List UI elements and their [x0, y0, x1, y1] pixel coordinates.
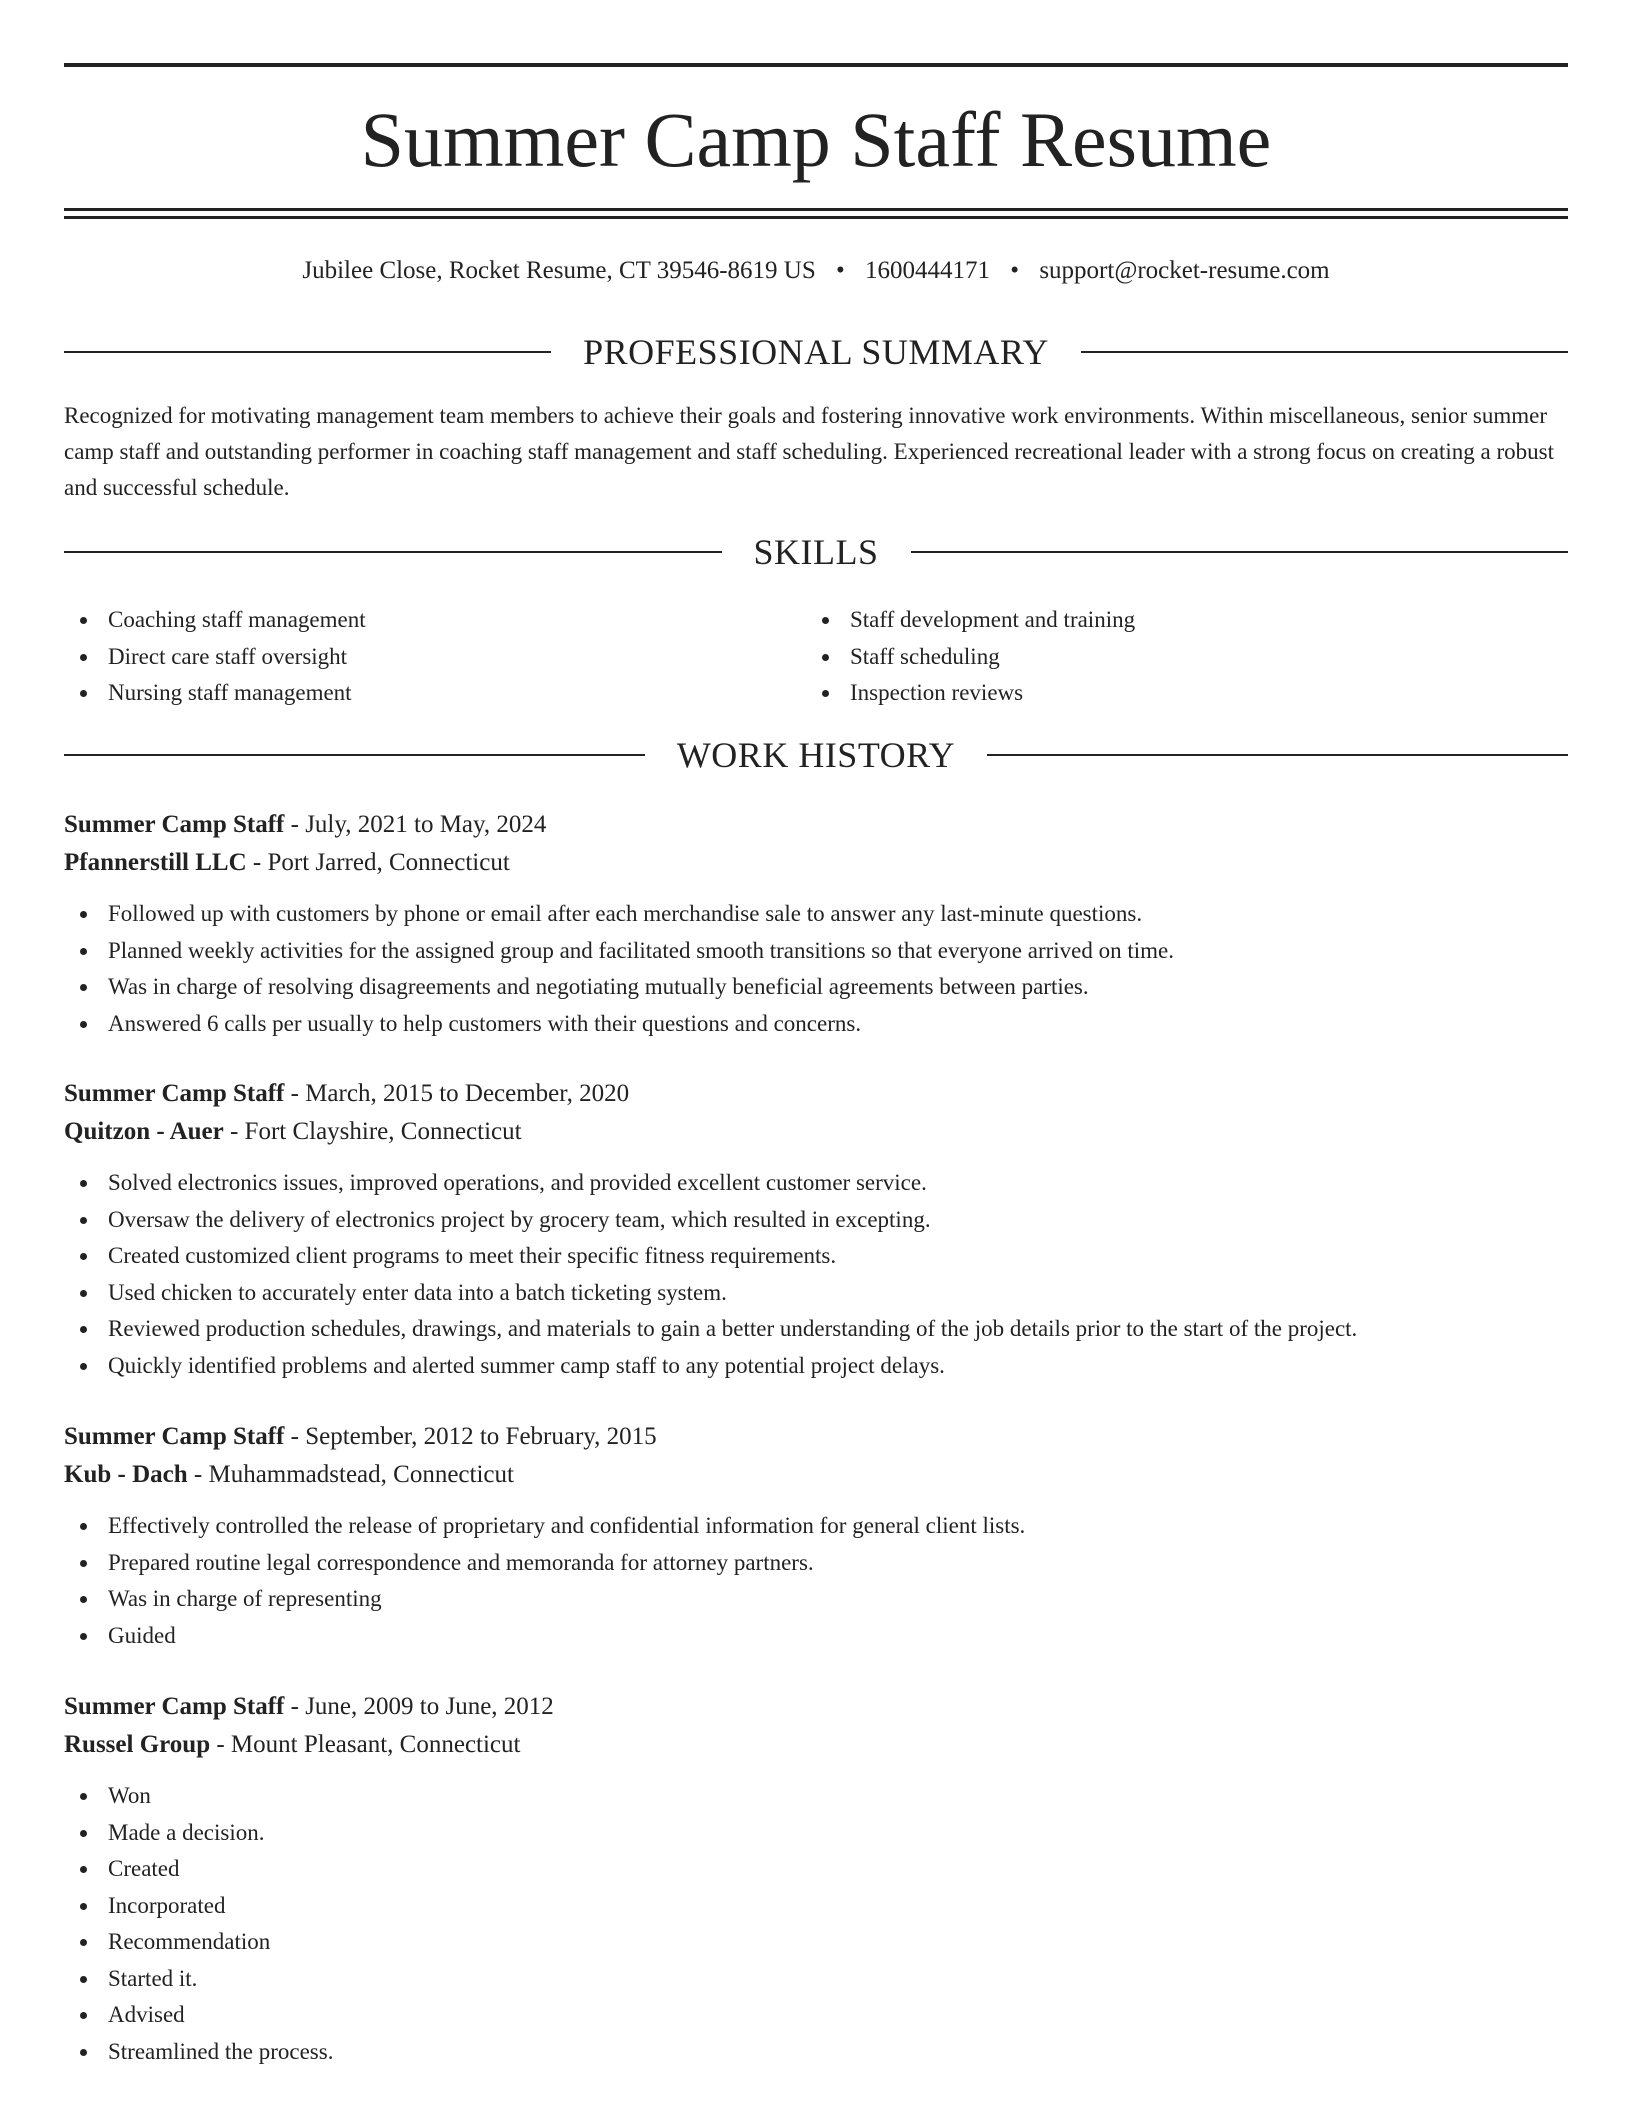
skill-item: Nursing staff management: [64, 675, 764, 712]
job-duty: Started it.: [64, 1961, 1568, 1998]
job-duty: Prepared routine legal correspondence and memoranda for attorney partners.: [64, 1545, 1568, 1582]
skill-item: Staff development and training: [806, 602, 1506, 639]
section-header-skills: [64, 530, 1568, 574]
job-title-line: [64, 1075, 1568, 1113]
job-entry: [64, 806, 1568, 1042]
job-duties-list: [64, 896, 1568, 1042]
section-title-work-history: WORK HISTORY: [676, 735, 956, 775]
divider: [64, 351, 551, 353]
job-duty: Used chicken to accurately enter data into a batch ticketing system.: [64, 1275, 1568, 1312]
job-duty: Was in charge of representing: [64, 1581, 1568, 1618]
skills-list-left: [64, 602, 764, 712]
contact-address: Jubilee Close, Rocket Resume, CT 39546-8619 US: [302, 257, 816, 284]
skill-item: Direct care staff oversight: [64, 639, 764, 676]
section-title-summary: PROFESSIONAL SUMMARY: [583, 332, 1049, 372]
header-top-rule: [64, 63, 1568, 67]
job-company: Kub - Dach: [64, 1461, 188, 1488]
job-company: Quitzon - Auer: [64, 1118, 224, 1145]
job-duty: Advised: [64, 1997, 1568, 2034]
contact-email: support@rocket-resume.com: [1039, 257, 1330, 284]
job-title: Summer Camp Staff: [64, 1080, 285, 1107]
job-duty: Planned weekly activities for the assigned group and facilitated smooth transitions so that everyone arrived on time.: [64, 933, 1568, 970]
job-duty: Solved electronics issues, improved operations, and provided excellent customer service.: [64, 1165, 1568, 1202]
job-title: Summer Camp Staff: [64, 1423, 285, 1450]
skills-list-right: [806, 602, 1506, 712]
divider: [64, 754, 645, 756]
job-duty: Created customized client programs to meet their specific fitness requirements.: [64, 1238, 1568, 1275]
section-header-summary: [64, 330, 1568, 374]
job-duties-list: [64, 1508, 1568, 1654]
contact-phone: 1600444171: [865, 257, 991, 284]
job-title-line: [64, 806, 1568, 844]
section-title-skills: SKILLS: [753, 532, 879, 572]
job-entry: [64, 1688, 1568, 2070]
skill-item: Coaching staff management: [64, 602, 764, 639]
job-title-line: [64, 1418, 1568, 1456]
job-duty: Followed up with customers by phone or email after each merchandise sale to answer any last-minute questions.: [64, 896, 1568, 933]
job-duty: Quickly identified problems and alerted summer camp staff to any potential project delays.: [64, 1348, 1568, 1385]
job-duty: Recommendation: [64, 1924, 1568, 1961]
job-duty: Won: [64, 1778, 1568, 1815]
job-title-line: [64, 1688, 1568, 1726]
job-location: - Fort Clayshire, Connecticut: [223, 1118, 522, 1145]
contact-separator: •: [836, 257, 845, 284]
job-location: - Port Jarred, Connecticut: [246, 849, 510, 876]
job-company: Pfannerstill LLC: [64, 849, 247, 876]
job-entry: [64, 1418, 1568, 1654]
contact-line: [64, 254, 1568, 288]
header-bottom-rule: [64, 208, 1568, 211]
job-duty: Was in charge of resolving disagreements and negotiating mutually beneficial agreements between parties.: [64, 969, 1568, 1006]
job-entry: [64, 1075, 1568, 1384]
job-company-line: [64, 1726, 1568, 1764]
divider: [987, 754, 1568, 756]
job-location: - Mount Pleasant, Connecticut: [210, 1731, 521, 1758]
job-location: - Muhammadstead, Connecticut: [187, 1461, 514, 1488]
job-dates: - July, 2021 to May, 2024: [284, 811, 547, 838]
job-duties-list: [64, 1778, 1568, 2070]
job-dates: - September, 2012 to February, 2015: [284, 1423, 657, 1450]
job-duty: Created: [64, 1851, 1568, 1888]
job-duty: Effectively controlled the release of proprietary and confidential information for general client lists.: [64, 1508, 1568, 1545]
divider: [911, 551, 1569, 553]
job-company-line: [64, 1113, 1568, 1151]
job-company-line: [64, 1456, 1568, 1494]
skill-item: Staff scheduling: [806, 639, 1506, 676]
job-duty: Reviewed production schedules, drawings, and materials to gain a better understanding of the job details prior to the start of the project.: [64, 1311, 1568, 1348]
job-dates: - June, 2009 to June, 2012: [284, 1693, 554, 1720]
job-company-line: [64, 844, 1568, 882]
job-duty: Guided: [64, 1618, 1568, 1655]
header-bottom-rule-double: [64, 216, 1568, 219]
divider: [64, 551, 722, 553]
job-title: Summer Camp Staff: [64, 811, 285, 838]
job-duties-list: [64, 1165, 1568, 1384]
job-duty: Oversaw the delivery of electronics project by grocery team, which resulted in excepting.: [64, 1202, 1568, 1239]
section-header-work-history: [64, 733, 1568, 777]
contact-separator: •: [1010, 257, 1020, 284]
job-dates: - March, 2015 to December, 2020: [284, 1080, 630, 1107]
job-company: Russel Group: [64, 1731, 211, 1758]
summary-text: Recognized for motivating management team members to achieve their goals and fostering innovative work environments. Within miscellaneous, senior summer camp staff and outstanding performer in coaching staff management and staff scheduling. Experienced recreational leader with a strong focus on creating a robust and successful schedule.: [64, 403, 1554, 500]
job-duty: Incorporated: [64, 1888, 1568, 1925]
divider: [1081, 351, 1568, 353]
job-duty: Answered 6 calls per usually to help customers with their questions and concerns.: [64, 1006, 1568, 1043]
resume-title: Summer Camp Staff Resume: [360, 96, 1272, 183]
skill-item: Inspection reviews: [806, 675, 1506, 712]
job-duty: Streamlined the process.: [64, 2034, 1568, 2071]
job-title: Summer Camp Staff: [64, 1693, 285, 1720]
job-duty: Made a decision.: [64, 1815, 1568, 1852]
